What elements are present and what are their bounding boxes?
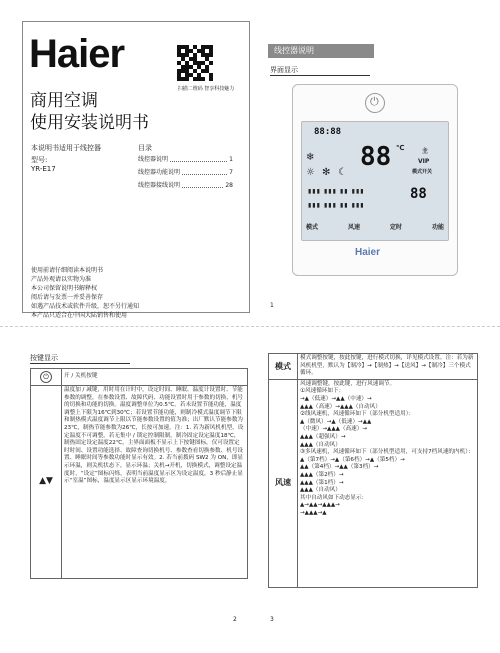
brand-logo: Haier — [29, 32, 125, 76]
sun-icon: ☼ — [306, 167, 315, 178]
timer-button-label: 定时 — [389, 224, 402, 231]
controller-panel — [292, 84, 458, 276]
up-down-key-text: 温度加 / 减键，用时用在计时中，设定时间、睡眠、温度计设置时、节能参数的调整，在参数设置、故障代码、功能设置时用于参数的切换、机号的切换和功能的切换。温度调整单位为0.5℃。若未设置节能功能，温度调整上下限为16℃到30℃；若设置节能功能，则制冷模式温度调节下限和制热模式温度调节上限以节能参数设置的值为准；出厂默认节能参数为23℃，制热节能参数为26℃，长按可加速。注：1. 若为新风机机型，设定温度不可调整，若无集中 / 锁定控制限制，制冷固定设定温度18℃，制热固定设定温度22℃，主界面面板不显示上下按键图标，仅可设置定时时间、设置功能选择、故障查询切换机号、参数查看切换参数、机号设置、睡眠时间等参数功能时显示有效。2. 若当前拨码 SW2 为 ON，即显示环温，则关机状态下，显示环温；关机→开机，切换模式，调整设定温度时，“设定”图标闪烁，表明当前温度显示区为设定温度，3 秒后静止显示“室温”图标，温度显示区显示环境温度。 — [62, 386, 248, 579]
power-key-cell — [31, 369, 62, 386]
qr-caption: 扫描二维码 智享科技魅力 — [177, 86, 235, 92]
mode-fan-table — [268, 353, 478, 588]
title-line2: 使用安装说明书 — [30, 113, 149, 133]
lcd-main-label: 主 — [422, 148, 429, 155]
lcd-screen — [301, 121, 449, 241]
title-line1: 商用空调 — [30, 91, 98, 111]
lcd-segment-row: ▮▮▮ ▮▮▮ ▮▮ ▮▮▮ — [308, 188, 365, 195]
lcd-segment-row-2: ▮▮▮ ▮▮▮ ▮▮ ▮▮▮ — [308, 202, 365, 209]
fan-icon: ✻ — [322, 167, 331, 178]
page-divider — [0, 326, 500, 327]
lcd-button-labels — [306, 222, 444, 231]
fan-key-text: 风速调整键，按此键，进行风速调节。 ①风速循环如下： →▲（低速）→▲▲（中速）→ ▲▲▲（高速）→▲▲▲（自动风） ②线风速机，风速循环如下（部分机型适用）： ▲（微风）→▲（低速）→▲▲ （中速）→▲▲▲（高速）→ ▲▲▲（超强风）→ ▲▲▲（自动风） ③多风速机，风速循环如下（部分机型适用，可支持7档风速的内机）： ▲（第7档）→▲（第6档）→▲（第5档）→ ▲▲（第4档）→▲▲（第3档）→ ▲▲▲（第2档）→ ▲▲▲（第1档）→ ▲▲▲（自动风） 其中自动风如下动态显示： ▲→▲▲→▲▲▲→ →▲▲▲→▲ — [298, 379, 478, 587]
page-number-3: 3 — [270, 616, 274, 623]
moon-icon: ☾ — [338, 167, 347, 178]
power-key-icon: ⏻ — [40, 371, 52, 383]
toc-item[interactable]: 线控器功能说明 7 — [138, 166, 233, 179]
function-button-label: 功能 — [431, 224, 444, 231]
lcd-small-temp: 88 — [410, 186, 427, 202]
section-header: 线控器说明 — [268, 44, 374, 58]
keys-heading-rule — [30, 363, 130, 364]
mode-key-text: 模式调整按键，按此按键，进行模式切换，详见模式设置。注：若为新风机机型，默认为【制冷】→【制热】→【送风】→【制冷】三个模式循环。 — [298, 354, 478, 380]
toc-list — [138, 153, 233, 192]
power-icon: ⏻ — [370, 95, 379, 108]
controller-brand: Haier — [355, 247, 381, 258]
fan-button-label: 风速 — [347, 224, 360, 231]
model-label: 型号: — [31, 156, 48, 164]
mode-button-label: 模式 — [306, 224, 319, 231]
degree-icon: ℃ — [396, 144, 405, 152]
keys-heading: 按键显示 — [30, 354, 58, 362]
toc-item[interactable]: 线控器说明 1 — [138, 153, 233, 166]
subtitle: 本说明书适用于线控器 — [31, 144, 101, 152]
page-number-1: 1 — [270, 302, 274, 309]
up-down-key-icon: ▲▼ — [31, 386, 62, 579]
keys-table — [30, 368, 248, 579]
snowflake-icon: ❄ — [306, 152, 315, 163]
lcd-mode-text: 模式开关 — [412, 169, 433, 175]
toc-item[interactable]: 线控器接线说明 28 — [138, 179, 233, 192]
section-subheader: 界面显示 — [270, 66, 298, 74]
power-button[interactable] — [365, 93, 385, 113]
lcd-vip: VIP — [418, 158, 430, 165]
mode-key-label: 模式 — [269, 354, 298, 380]
lcd-time: 88:88 — [314, 127, 342, 137]
model-value: YR-E17 — [31, 165, 56, 173]
subheader-rule — [270, 75, 370, 76]
power-key-name: 开 / 关机按键 — [62, 369, 248, 386]
lcd-big-temp: 88 — [360, 142, 392, 172]
fan-key-label: 风速 — [269, 379, 298, 587]
page-number-2: 2 — [233, 616, 237, 623]
toc-title: 目录 — [138, 144, 152, 152]
qr-code — [177, 45, 213, 81]
notes: 使用前请仔细阅读本说明书 产品外观请以实物为准 本公司保留说明书解释权 阅后请与发票一并妥善保存 如遇产品技术或软件升级，恕不另行通知 本产品只适合在中国大陆销售和使用 — [31, 267, 140, 319]
